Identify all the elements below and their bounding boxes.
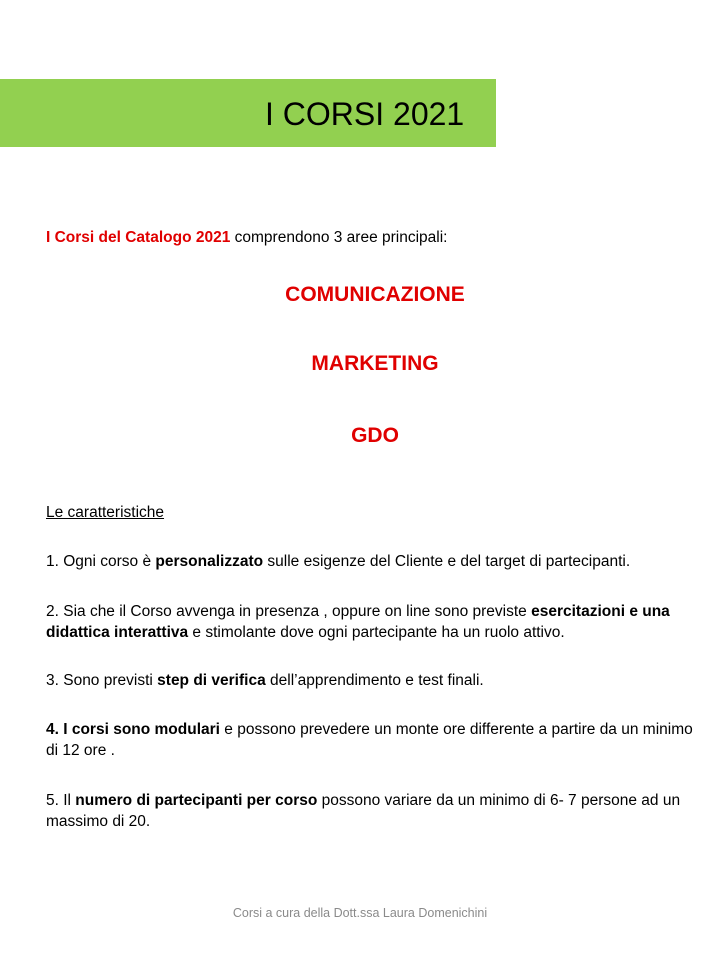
feature-item-5 bbox=[46, 790, 706, 832]
feature-text: e possono prevedere un monte ore differente a partire da un minimo di 12 ore . bbox=[46, 721, 693, 759]
area-marketing: MARKETING bbox=[311, 352, 439, 375]
feature-item-3 bbox=[46, 670, 706, 691]
feature-bold: personalizzato bbox=[155, 553, 264, 570]
feature-bold: esercitazioni e una didattica interattiva bbox=[46, 603, 670, 641]
feature-text: possono variare da un minimo di 6- 7 persone ad un massimo di 20. bbox=[46, 792, 681, 830]
feature-text: 5. Il bbox=[46, 792, 76, 809]
area-gdo: GDO bbox=[351, 424, 399, 447]
area-comunicazione: COMUNICAZIONE bbox=[285, 283, 465, 306]
feature-item-2 bbox=[46, 601, 706, 643]
intro-highlight: I Corsi del Catalogo 2021 bbox=[46, 229, 231, 246]
feature-item-4 bbox=[46, 719, 706, 761]
feature-text: 1. Ogni corso è bbox=[46, 553, 156, 570]
feature-text: dell’apprendimento e test finali. bbox=[265, 672, 484, 689]
intro-text: comprendono 3 aree principali: bbox=[230, 229, 448, 246]
feature-bold: step di verifica bbox=[157, 672, 266, 689]
feature-bold: numero di partecipanti per corso bbox=[75, 792, 318, 809]
feature-text: e stimolante dove ogni partecipante ha un ruolo attivo. bbox=[188, 624, 565, 641]
feature-text: sulle esigenze del Cliente e del target di partecipanti. bbox=[263, 553, 631, 570]
footer-credit: Corsi a cura della Dott.ssa Laura Domenichini bbox=[232, 906, 488, 920]
page-title: I CORSI 2021 bbox=[265, 96, 465, 132]
features-heading: Le caratteristiche bbox=[46, 504, 165, 521]
feature-text: 3. Sono previsti bbox=[46, 672, 158, 689]
intro-paragraph bbox=[46, 228, 447, 248]
feature-bold: 4. I corsi sono modulari bbox=[46, 721, 220, 738]
feature-item-1 bbox=[46, 551, 706, 572]
feature-text: 2. Sia che il Corso avvenga in presenza , oppure on line sono previste bbox=[46, 603, 532, 620]
